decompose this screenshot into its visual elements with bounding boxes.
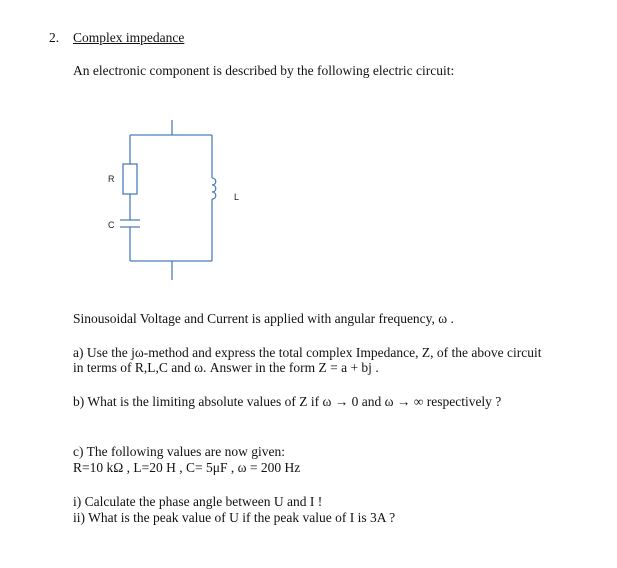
label-resistor: R: [108, 174, 115, 184]
part-b-line: b) What is the limiting absolute values of Z if ω → 0 and ω → ∞ respectively ?: [73, 394, 502, 409]
part-ii-line: ii) What is the peak value of U if the peak value of I is 3A ?: [73, 510, 396, 525]
intro-text: An electronic component is described by the following electric circuit:: [73, 63, 455, 78]
part-a-line-1: a) Use the jω-method and express the total complex Impedance, Z, of the above circuit: [73, 345, 542, 360]
label-inductor: L: [234, 192, 240, 202]
circuit-diagram: [100, 112, 250, 292]
voltage-paragraph: Sinousoidal Voltage and Current is applied with angular frequency, ω .: [73, 311, 454, 326]
question-title: Complex impedance: [73, 30, 185, 45]
question-number: 2.: [49, 30, 60, 45]
part-i-line: i) Calculate the phase angle between U and I !: [73, 494, 323, 509]
part-c-line-1: c) The following values are now given:: [73, 444, 285, 459]
label-capacitor: C: [108, 220, 115, 230]
inductor-coil-symbol: [212, 178, 216, 199]
part-a-line-2: in terms of R,L,C and ω. Answer in the form Z = a + bj .: [73, 360, 379, 375]
resistor-symbol: [123, 164, 137, 194]
part-c-values: R=10 kΩ , L=20 H , C= 5μF , ω = 200 Hz: [73, 460, 301, 475]
